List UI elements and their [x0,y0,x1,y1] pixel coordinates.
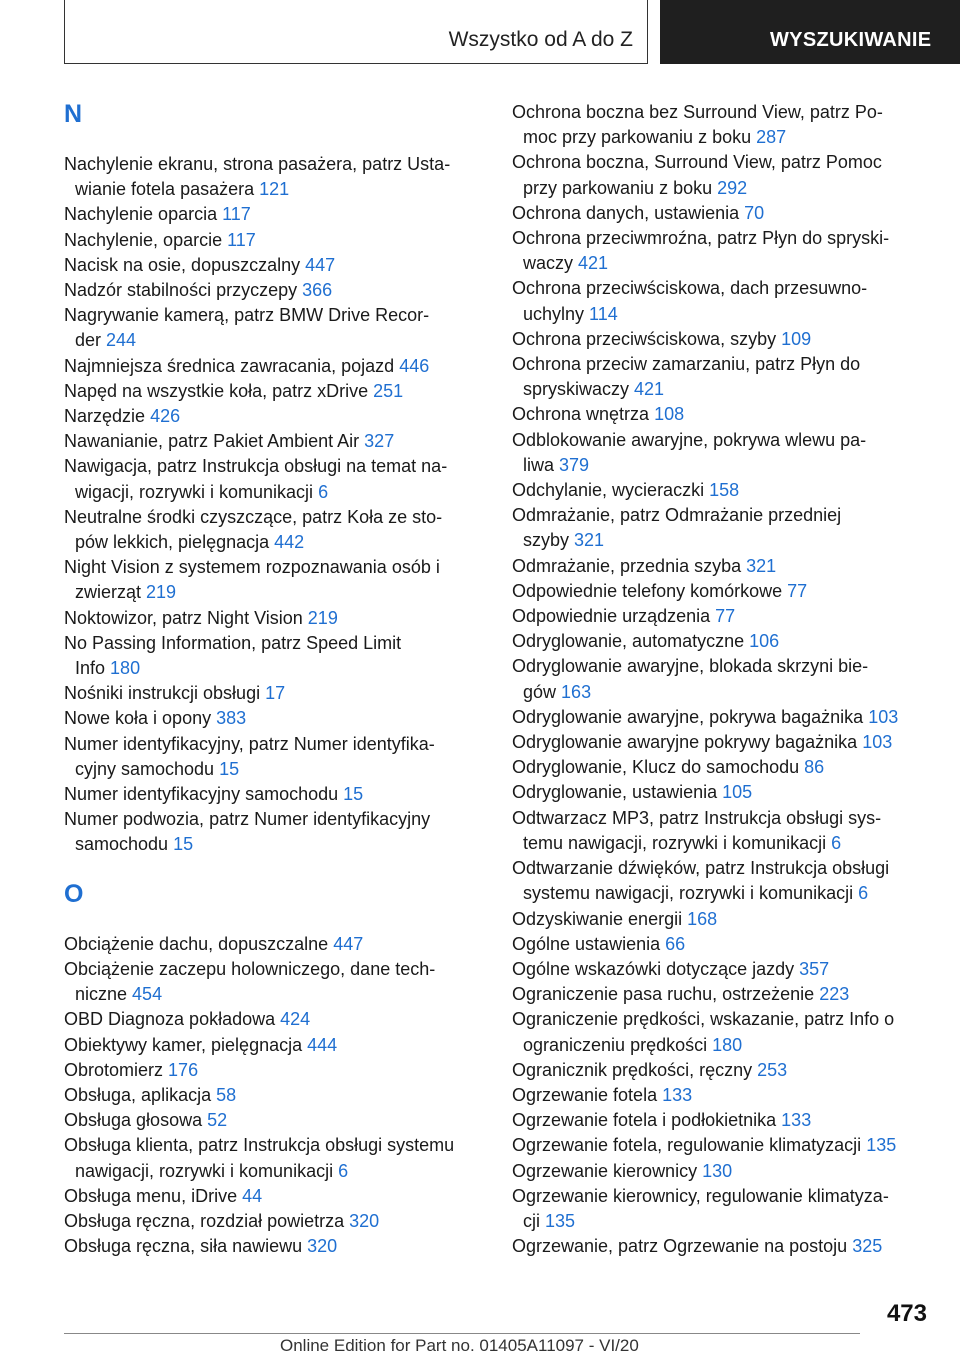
index-entry-text: Ochrona boczna, Surround View, patrz Pomoc [512,152,882,173]
index-entry [64,555,484,605]
index-entry-text: No Passing Information, patrz Speed Limit [64,632,402,653]
page-reference-link[interactable]: 223 [819,984,850,1005]
page-reference-link[interactable]: 52 [207,1110,228,1131]
page-reference-link[interactable]: 180 [110,658,141,679]
page-reference-link[interactable]: 15 [343,784,364,805]
page-reference-link[interactable]: 114 [589,303,618,324]
page-reference-link[interactable]: 444 [307,1034,338,1055]
page-reference-link[interactable]: 253 [757,1059,788,1080]
index-entry-text: Ogólne ustawienia [512,933,661,954]
page-reference-link[interactable]: 383 [216,708,247,729]
index-entry-text: Obsługa menu, iDrive [64,1185,238,1206]
index-entry [64,1209,484,1234]
page-reference-link[interactable]: 58 [216,1084,237,1105]
index-entry [512,1108,932,1133]
page-reference-link[interactable]: 121 [259,179,290,200]
page-reference-link[interactable]: 15 [219,758,240,779]
index-entry [64,228,484,253]
index-entry-text: Odtwarzacz MP3, patrz Instrukcja obsługi sys- [512,807,882,828]
index-entry-text: Nawanianie, patrz Pakiet Ambient Air [64,431,360,452]
index-entry [512,755,932,780]
page-reference-link[interactable]: 105 [722,782,753,803]
index-entry-text: pów lekkich, pielęgnacja [75,532,270,553]
index-entry-text: Obrotomierz [64,1059,164,1080]
index-entry [512,1184,932,1234]
page-reference-link[interactable]: 426 [150,406,181,427]
index-entry [64,782,484,807]
index-entry [64,404,484,429]
index-entry [64,681,484,706]
page-reference-link[interactable]: 379 [559,454,590,475]
page-reference-link[interactable]: 106 [749,631,780,652]
page-reference-link[interactable]: 6 [858,883,869,904]
index-entry [64,932,484,957]
header-section-box [64,0,648,64]
index-column-right [512,100,932,1259]
index-entry [64,606,484,631]
index-entry-text: Ochrona przeciw zamarzaniu, patrz Płyn do [512,354,861,375]
index-entry-text: Obsługa ręczna, siła nawiewu [64,1236,303,1257]
index-entry [512,554,932,579]
index-entry-text: OBD Diagnoza pokładowa [64,1009,276,1030]
index-entry-text: Ochrona wnętrza [512,404,650,425]
index-entry [512,1133,932,1158]
index-entry [512,1159,932,1184]
index-entry-text: moc przy parkowaniu z boku [523,127,752,148]
index-entry [512,276,932,326]
index-entry-text: Odblokowanie awaryjne, pokrywa wlewu pa- [512,429,867,450]
footer-edition-text: Online Edition for Part no. 01405A11097 - VI/20 [280,1336,639,1355]
page-reference-link[interactable]: 421 [634,379,665,400]
index-entry-text: Odryglowanie, automatyczne [512,631,745,652]
index-entry-text: spryskiwaczy [523,379,630,400]
index-entry [64,354,484,379]
page-reference-link[interactable]: 244 [106,330,137,351]
index-entry-text: Numer podwozia, patrz Numer identyfikacyjny [64,809,431,830]
page-reference-link[interactable]: 251 [373,380,404,401]
index-entry-text: Odryglowanie, Klucz do samochodu [512,757,800,778]
index-entry [64,253,484,278]
index-entry [512,957,932,982]
index-entry-text: Narzędzie [64,406,146,427]
page-reference-link[interactable]: 158 [709,480,740,501]
index-entry-text: Odmrażanie, przednia szyba [512,555,742,576]
index-entry-text: Ochrona boczna bez Surround View, patrz Po- [512,102,883,122]
index-entry-text: Nośniki instrukcji obsługi [64,683,261,704]
index-entry-text: Odmrażanie, patrz Odmrażanie przedniej [512,505,842,526]
index-entry [64,631,484,681]
index-entry-text: Nadzór stabilności przyczepy [64,280,298,301]
index-entry [512,705,932,730]
index-entry-text: Obsługa głosowa [64,1110,203,1131]
index-entry [64,807,484,857]
page-reference-link[interactable]: 442 [274,532,305,553]
index-entry [512,402,932,427]
page-reference-link[interactable]: 117 [227,229,256,250]
index-entry-text: Nagrywanie kamerą, patrz BMW Drive Recor- [64,305,430,326]
page-reference-link[interactable]: 454 [132,984,163,1005]
index-entry-text: Nawigacja, patrz Instrukcja obsługi na temat na- [64,456,448,477]
index-entry [512,100,932,150]
index-entry [64,1184,484,1209]
index-entry-text: Odpowiednie urządzenia [512,606,711,627]
index-entry [64,1058,484,1083]
index-entry [512,150,932,200]
page-reference-link[interactable]: 109 [781,328,812,349]
index-entry-text: Noktowizor, patrz Night Vision [64,607,303,628]
header-search-tab[interactable] [660,0,960,64]
page-reference-link[interactable]: 219 [307,607,338,628]
index-entry [512,1234,932,1259]
index-entry-text: systemu nawigacji, rozrywki i komunikacji [523,883,854,904]
index-entry-text: Numer identyfikacyjny, patrz Numer identyfika- [64,733,435,754]
index-entry [512,478,932,503]
index-column-left [64,100,484,1259]
page-reference-link[interactable]: 77 [715,606,736,627]
index-entry-text: Nowe koła i opony [64,708,212,729]
page-reference-link[interactable]: 130 [702,1160,733,1181]
page-reference-link[interactable]: 327 [364,431,395,452]
index-entry-text: Ochrona przeciwściskowa, szyby [512,328,777,349]
page-reference-link[interactable]: 325 [852,1236,883,1257]
page-reference-link[interactable]: 6 [831,832,842,853]
page-reference-link[interactable]: 421 [578,253,609,274]
page-reference-link[interactable]: 77 [787,580,808,601]
page-reference-link[interactable]: 70 [744,202,765,223]
page-reference-link[interactable]: 133 [662,1084,693,1105]
index-entry [64,454,484,504]
page-reference-link[interactable]: 424 [280,1009,311,1030]
page-reference-link[interactable]: 321 [574,530,605,551]
index-entry [64,152,484,202]
index-entry [64,379,484,404]
index-entry-text: Neutralne środki czyszczące, patrz Koła ze sto- [64,506,443,527]
page-reference-link[interactable]: 447 [333,933,364,954]
index-entry [512,428,932,478]
section-letter-heading: O [64,879,84,908]
index-entry-text: liwa [523,454,555,475]
page-reference-link[interactable]: 320 [307,1236,338,1257]
index-entry-text: zwierząt [75,582,142,603]
page-reference-link[interactable]: 168 [687,908,718,929]
index-entry-text: wianie fotela pasażera [75,179,255,200]
page-reference-link[interactable]: 108 [654,404,685,425]
index-entry-text: Ogranicznik prędkości, ręczny [512,1059,753,1080]
index-entry [64,505,484,555]
index-entry [64,303,484,353]
index-entry-text: Obciążenie dachu, dopuszczalne [64,933,329,954]
index-entry [64,732,484,782]
index-entry [64,429,484,454]
page-reference-link[interactable]: 133 [781,1110,812,1131]
index-entry-text: przy parkowaniu z boku [523,177,713,198]
index-entry-text: Odryglowanie awaryjne, blokada skrzyni bie- [512,656,869,677]
index-entry-text: szyby [523,530,570,551]
index-entry [512,780,932,805]
page-reference-link[interactable]: 180 [712,1034,743,1055]
index-entry-text: Obiektywy kamer, pielęgnacja [64,1034,303,1055]
page-reference-link[interactable]: 357 [799,958,830,979]
page-reference-link[interactable]: 321 [746,555,777,576]
index-entry [512,226,932,276]
index-entry [512,629,932,654]
index-entry-text: niczne [75,984,128,1005]
header-search-tab-label: WYSZUKIWANIE [770,29,932,51]
index-entry-text: Ogrzewanie fotela, regulowanie klimatyzacji [512,1135,862,1156]
page-reference-link[interactable]: 135 [866,1135,897,1156]
index-entry [512,604,932,629]
index-entry-text: Night Vision z systemem rozpoznawania osób i [64,557,440,578]
index-entry-text: Ochrona danych, ustawienia [512,202,740,223]
index-entry-text: Ograniczenie prędkości, wskazanie, patrz Info o [512,1009,895,1030]
index-entry-text: Odryglowanie awaryjne, pokrywa bagażnika [512,706,864,727]
index-entry-text: Info [75,658,106,679]
index-entry-text: nawigacji, rozrywki i komunikacji [75,1160,334,1181]
index-entry [512,503,932,553]
index-entry-text: wigacji, rozrywki i komunikacji [75,481,314,502]
index-entry-text: Nachylenie ekranu, strona pasażera, patrz Usta- [64,154,451,174]
index-entry-text: der [75,330,102,351]
page-reference-link[interactable]: 292 [717,177,748,198]
index-entry-text: uchylny [523,303,585,324]
page-number: 473 [886,1300,927,1327]
index-entry [64,706,484,731]
section-letter-heading: N [64,100,83,128]
index-entry-text: gów [523,681,557,702]
header-section-title: Wszystko od A do Z [448,28,633,51]
page-reference-link[interactable]: 66 [665,933,686,954]
index-entry [512,932,932,957]
index-entry [512,730,932,755]
page-reference-link[interactable]: 86 [804,757,825,778]
index-entry [512,1083,932,1108]
index-entry-text: Odzyskiwanie energii [512,908,683,929]
index-entry-text: Napęd na wszystkie koła, patrz xDrive [64,380,369,401]
page-reference-link[interactable]: 17 [265,683,286,704]
index-entry-text: Ogrzewanie kierownicy [512,1160,698,1181]
index-entry-text: cyjny samochodu [75,758,215,779]
index-entry-text: Obsługa klienta, patrz Instrukcja obsługi systemu [64,1135,455,1156]
index-entry [512,982,932,1007]
index-entry [64,1007,484,1032]
page-reference-link[interactable]: 447 [305,254,336,275]
index-entry-text: temu nawigacji, rozrywki i komunikacji [523,832,827,853]
index-entry [512,856,932,906]
index-entry-text: Nachylenie oparcia [64,204,218,225]
page-reference-link[interactable]: 219 [146,582,177,603]
index-entry-text: Odpowiednie telefony komórkowe [512,580,783,601]
index-entry-text: Odtwarzanie dźwięków, patrz Instrukcja obsługi [512,858,890,879]
page-reference-link[interactable]: 103 [868,706,899,727]
index-entry [512,352,932,402]
index-entry-text: Numer identyfikacyjny samochodu [64,784,339,805]
index-entry-text: Najmniejsza średnica zawracania, pojazd [64,355,395,376]
index-entry [512,579,932,604]
index-entry-text: Ogrzewanie fotela [512,1084,658,1105]
page-reference-link[interactable]: 6 [318,481,329,502]
page-reference-link[interactable]: 135 [545,1210,576,1231]
index-entry [512,327,932,352]
index-entry-text: cji [523,1210,540,1231]
page-reference-link[interactable]: 6 [338,1160,349,1181]
index-entry [512,654,932,704]
index-entry [64,1083,484,1108]
index-entry-text: Nachylenie, oparcie [64,229,223,250]
index-entry-text: Nacisk na osie, dopuszczalny [64,254,301,275]
index-entry [64,202,484,227]
page-reference-link[interactable]: 320 [349,1210,380,1231]
index-entry-text: Odchylanie, wycieraczki [512,480,705,501]
index-entry-text: Ogrzewanie, patrz Ogrzewanie na postoju [512,1236,848,1257]
index-entry-text: Ochrona przeciwmroźna, patrz Płyn do spryski- [512,228,890,249]
page-reference-link[interactable]: 366 [302,280,333,301]
index-entry-text: Ochrona przeciwściskowa, dach przesuwno- [512,278,868,299]
index-entry [512,1007,932,1057]
index-entry-text: waczy [523,253,574,274]
index-entry [64,278,484,303]
index-entry-text: Obsługa ręczna, rozdział powietrza [64,1210,345,1231]
page-reference-link[interactable]: 103 [862,732,893,753]
index-entry-text: Ogrzewanie fotela i podłokietnika [512,1110,777,1131]
index-entry-text: Ogrzewanie kierownicy, regulowanie klimatyza- [512,1185,889,1206]
index-entry-text: samochodu [75,834,169,855]
index-entry [512,907,932,932]
index-entry [64,957,484,1007]
index-entry-text: Odryglowanie, ustawienia [512,782,718,803]
index-entry [64,1133,484,1183]
page-reference-link[interactable]: 287 [756,127,787,148]
page-reference-link[interactable]: 15 [173,834,194,855]
index-entry [512,1058,932,1083]
index-entry [64,1234,484,1259]
index-entry-text: Obsługa, aplikacja [64,1084,212,1105]
page-reference-link[interactable]: 44 [242,1185,263,1206]
index-entry-text: ograniczeniu prędkości [523,1034,708,1055]
index-entry [64,1033,484,1058]
index-entry [64,1108,484,1133]
index-entry-text: Obciążenie zaczepu holowniczego, dane tech- [64,958,436,979]
index-entry-text: Ogólne wskazówki dotyczące jazdy [512,958,795,979]
index-entry-text: Odryglowanie awaryjne pokrywy bagażnika [512,732,858,753]
page-reference-link[interactable]: 163 [561,681,592,702]
footer-divider [64,1333,860,1334]
index-entry [512,806,932,856]
page-reference-link[interactable]: 117 [222,204,251,225]
page-reference-link[interactable]: 176 [168,1059,199,1080]
page-reference-link[interactable]: 446 [399,355,430,376]
index-entry [512,201,932,226]
index-entry-text: Ograniczenie pasa ruchu, ostrzeżenie [512,984,815,1005]
